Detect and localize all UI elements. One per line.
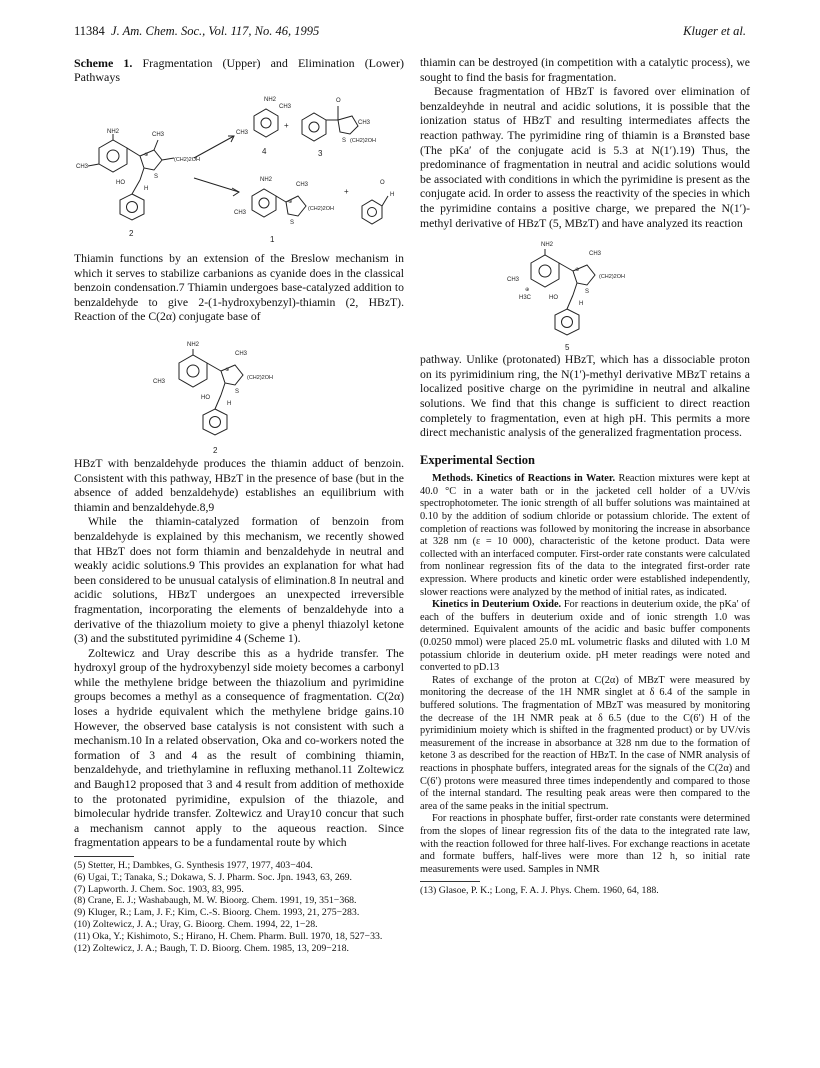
atom-s: S	[342, 138, 347, 144]
atom-nh2: NH2	[187, 341, 200, 348]
footnote: (5) Stetter, H.; Dambkes, G. Synthesis 1977, 1977, 403−404.	[74, 860, 313, 871]
footnote: (10) Zoltewicz, J. A.; Uray, G. Bioorg. Chem. 1994, 22, 1−28.	[74, 918, 318, 930]
atom-ch3: CH3	[76, 164, 89, 170]
product-3-structure	[302, 98, 376, 158]
charge-plus: ⊕	[144, 152, 149, 158]
atom-ch3: CH3	[279, 104, 292, 110]
paragraph: Rates of exchange of the proton at C(2α) of MBzT were measured by monitoring the decrease of the 1H NMR singlet at δ 6.4 of the sample in buffered solutions. The fragmentation of MBzT was measured by monitoring the decrease of the 1H NMR peak at δ 6.5 (due to the C(6′) H of the pyrimidinium moiety which is shifted in the fragmented product) or by UV/vis measurement of the increase in absorbance at 328 nm due to the formation of ketone 3 as described for the reaction of HBzT. In the case of NMR analysis of reactions in phosphate buffers, integrated areas for the signals of the C(2α) and C(6′) protons were measured three times independently and compared to those of the internal standard. The resulting peak areas were then compared to the area of the same peaks in the initial spectrum.	[420, 674, 750, 812]
charge-plus: ⊕	[525, 287, 530, 294]
atom-ch3: CH3	[358, 120, 371, 126]
atom-o: O	[380, 180, 385, 186]
paragraph: For reactions in phosphate buffer, first-order rate constants were determined from the slopes of linear regression fits of the data to the integrated rate law, with the reaction followed for three half-lives. For exchange reactions in acetate and formate buffers, half-lives were more than 12 h, so initial rate measurements were used. Samples in NMR	[420, 813, 750, 875]
ethanol-chain: (CH2)2OH	[350, 138, 376, 144]
atom-nh2: NH2	[264, 97, 277, 103]
footnote: (6) Ugai, T.; Tanaka, S.; Dokawa, S. J. Pharm. Soc. Jpn. 1943, 63, 269.	[74, 871, 352, 883]
plus-sign: +	[284, 121, 289, 130]
atom-h: H	[144, 186, 149, 192]
scheme-caption	[74, 56, 404, 84]
fragmentation-arrow	[194, 136, 234, 158]
reactant-2-structure	[76, 129, 200, 238]
label-5: 5	[565, 343, 570, 353]
paragraph: Thiamin functions by an extension of the Breslow mechanism in which it serves to stabilize carbanions as cyanide does in the classical benzoin condensation.7 Thiamin undergoes base-catalyzed addition to benzaldehyde to give 2-(1-hydroxybenzyl)-thiamin (2, HBzT). Reaction of the C(2α) conjugate base of	[74, 252, 404, 324]
footnote: (8) Crane, E. J.; Washabaugh, M. W. Bioorg. Chem. 1991, 19, 351−368.	[74, 895, 357, 907]
charge-plus: ⊕	[225, 366, 230, 373]
run-in-heading: Kinetics in Deuterium Oxide.	[432, 599, 562, 611]
label-4: 4	[262, 147, 267, 156]
atom-ho: HO	[116, 180, 125, 186]
footnote: (9) Kluger, R.; Lam, J. F.; Kim, C.-S. Bioorg. Chem. 1993, 21, 275−283.	[74, 907, 360, 919]
footnote: (13) Glasoe, P. K.; Long, F. A. J. Phys. Chem. 1960, 64, 188.	[420, 885, 659, 897]
atom-h3c: H3C	[519, 295, 532, 302]
footnote: (12) Zoltewicz, J. A.; Baugh, T. D. Bioorg. Chem. 1985, 13, 209−218.	[74, 942, 349, 954]
atom-ch3: CH3	[153, 378, 166, 385]
footnotes	[74, 860, 404, 954]
atom-ho: HO	[201, 394, 210, 401]
structure-5-figure	[485, 233, 685, 353]
page-number: 11384	[74, 24, 105, 38]
ethanol-chain: (CH2)2OH	[599, 274, 625, 281]
paragraph: pathway. Unlike (protonated) HBzT, which has a dissociable proton on its pyrimidinium ring, the N(1′)-methyl derivative MBzT retains a localized positive charge on the pyrimidine in neutral and alkaline solutions. We find that this change is sufficient to direct reaction completely to fragmentation, even at high pH. This permits a more direct mechanistic analysis of the generalized fragmentation process.	[420, 353, 750, 440]
section-heading: Experimental Section	[420, 452, 535, 467]
label-2: 2	[213, 445, 218, 455]
label-2: 2	[129, 229, 134, 238]
atom-s: S	[290, 220, 295, 226]
footnote-divider	[420, 881, 480, 882]
atom-ch3: CH3	[234, 210, 247, 216]
atom-s: S	[235, 388, 240, 395]
atom-nh2: NH2	[107, 129, 120, 135]
paragraph: Reaction mixtures were kept at 40.0 °C in a water bath or in the jacketed cell holder of a UV/vis spectrophotometer. The ionic strength of all buffer solutions was maintained at 0.10 by the addition of sodium chloride or potassium chloride. The extent of completion of reactions was followed by monitoring the increase in absorbance at 328 nm (ε = 10 000), characteristic of the ketone product. Data were collected with an interfaced computer. First-order rate constants were calculated from nonlinear regression fits of the data to the integrated first-order rate expression. Where products and kinetic order were established independently, slower reactions were analyzed by the method of initial rates, as indicated.	[420, 473, 751, 598]
atom-ch3: CH3	[296, 182, 309, 188]
paragraph: While the thiamin-catalyzed formation of benzoin from benzaldehyde is explained by this mechanism, we recently showed that HBzT does not form thiamin and benzaldehyde in neutral and weakly acidic solutions.9 This provides an explanation for what had been considered to be unusual catalysis of elimination.8 In neutral and acidic solutions, HBzT undergoes an unexpected irreversible fragmentation, incorporating the elements of benzaldehyde into a derivative of the thiazolium moiety to give a phenyl thiazolyl ketone (3) and the substituted pyrimidine 4 (Scheme 1).	[74, 515, 404, 646]
atom-nh2: NH2	[541, 242, 554, 249]
right-column	[420, 56, 750, 897]
atom-nh2: NH2	[260, 177, 273, 183]
atom-h: H	[227, 400, 232, 407]
running-authors: Kluger et al.	[683, 24, 746, 38]
ethanol-chain: (CH2)2OH	[308, 206, 334, 212]
footnote-divider	[74, 856, 134, 857]
scheme-1-figure	[74, 86, 404, 246]
elimination-arrow	[194, 178, 239, 192]
ethanol-chain: (CH2)2OH	[247, 374, 273, 381]
running-header	[74, 24, 746, 42]
ethanol-chain: (CH2)2OH	[174, 157, 200, 163]
footnote: (7) Lapworth. J. Chem. Soc. 1903, 83, 995.	[74, 883, 244, 895]
journal-citation: J. Am. Chem. Soc., Vol. 117, No. 46, 1995	[111, 24, 320, 38]
atom-h: H	[579, 301, 584, 308]
atom-ch3: CH3	[235, 350, 248, 357]
plus-sign: +	[344, 187, 349, 196]
product-4-structure	[236, 97, 292, 156]
experimental-text	[420, 473, 750, 876]
paragraph: thiamin can be destroyed (in competition with a catalytic process), we sought to find the basis for fragmentation.	[420, 56, 750, 84]
label-3: 3	[318, 149, 323, 158]
footnote: (11) Oka, Y.; Kishimoto, S.; Hirano, H. Chem. Pharm. Bull. 1970, 18, 527−33.	[74, 930, 383, 942]
structure-2-figure	[139, 329, 339, 457]
atom-ch3: CH3	[236, 130, 249, 136]
label-1: 1	[270, 235, 275, 244]
paragraph: HBzT with benzaldehyde produces the thiamin adduct of benzoin. Consistent with this pathway, HBzT in the presence of base (but in the absence of added benzaldehyde) establishes an equilibrium with thiamin and benzaldehyde.8,9	[74, 456, 404, 514]
atom-s: S	[585, 289, 590, 296]
page-journal-line	[74, 24, 319, 39]
atom-ch3: CH3	[589, 251, 602, 258]
left-column	[74, 56, 404, 954]
atom-ch3-b: CH3	[152, 132, 165, 138]
charge-plus: ⊕	[288, 199, 293, 205]
run-in-heading: Methods. Kinetics of Reactions in Water.	[432, 473, 616, 485]
scheme-label: Scheme 1.	[74, 56, 133, 70]
charge-plus: ⊕	[575, 267, 580, 274]
paragraph: Zoltewicz and Uray describe this as a hydride transfer. The hydroxyl group of the hydroxybenzyl side moiety becomes a carbonyl while the methylene bridge between the thiazolium and pyrimidine groups becomes a methyl as a consequence of fragmentation. C(2α) loses a hydride equivalent which the methylene bridge gains.10 However, the observed base catalysis is not consistent with such a mechanism.10 In a related observation, Oka and co-workers noted the formation of 3 and 4 as the result of combining thiamin, benzaldehyde, and triethylamine in refluxing methanol.11 Zoltewicz and Baugh12 proposed that 3 and 4 result from addition of methoxide to the protonated pyrimidine, expulsion of the thiazole, and bimolecular hydride transfer. Zoltewicz and Uray10 concur that such a mechanism cannot apply to the aqueous reaction. Since fragmentation appears to be a fundamental route by which	[74, 646, 404, 850]
atom-o: O	[336, 98, 341, 104]
atom-s: S	[154, 174, 159, 180]
atom-h: H	[390, 192, 395, 198]
product-1-structure	[234, 177, 394, 244]
atom-ch3: CH3	[507, 277, 520, 284]
atom-ho: HO	[549, 295, 558, 302]
paragraph: Because fragmentation of HBzT is favored over elimination of benzaldeyhde in neutral and acidic solutions, it is possible that the ionization status of HBzT and resulting intermediates affects the reaction pathway. The pyrimidine ring of thiamin is a Brønsted base (The pKa′ of the conjugate acid is 5.3 at N(1′).19) Thus, the predominance of fragmentation in neutral and acidic solutions would be associated with conditions in which the pyrimidine is present as the conjugate acid. In order to assess the reactivity of the species in which the pyrimidine contains a positive charge, we prepared the N(1′)-methyl derivative of HBzT (5, MBzT) and have analyzed its reaction	[420, 85, 750, 230]
paragraph: For reactions in deuterium oxide, the pKa′ of each of the buffers in deuterium oxide and of ionic strength 1.0 was determined. Equivalent amounts of the acidic and basic buffer components (0.0250 mmol) were placed 25.0 mL volumetric flasks and diluted with 1.0 M potassium chloride in deuterium oxide. pH meter readings were noted and converted to pD.13	[420, 599, 751, 674]
scheme-caption-text: Fragmentation (Upper) and Elimination (Lower) Pathways	[74, 56, 405, 84]
